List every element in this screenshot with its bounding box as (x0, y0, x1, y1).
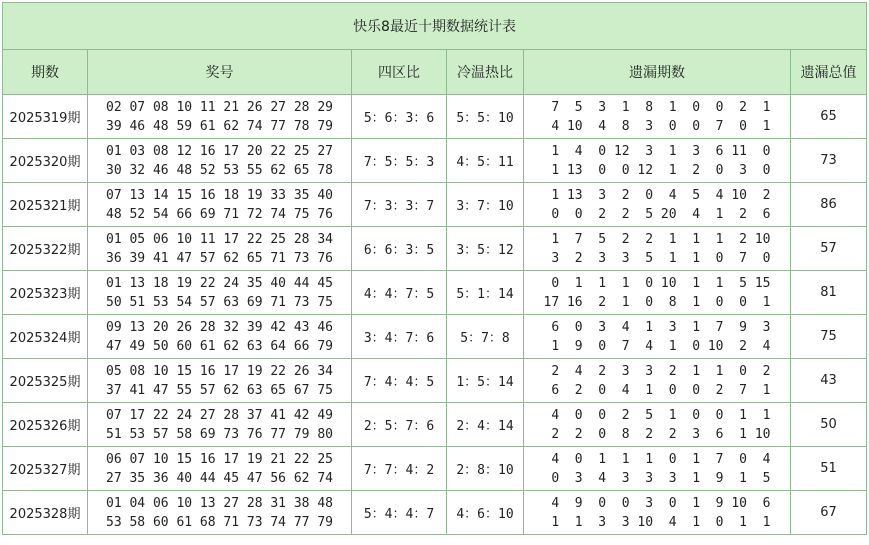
omission-line-2: 6 2 0 4 1 0 0 2 7 1 (543, 382, 771, 398)
temp-ratio-cell: 2：4：14 (447, 403, 524, 447)
issue-cell: 2025328期 (3, 491, 88, 535)
numbers-line-1: 02 07 08 10 11 21 26 27 28 29 (106, 99, 333, 115)
numbers-line-2: 53 58 60 61 68 71 73 74 77 79 (106, 514, 333, 530)
omission-line-1: 0 1 1 1 0 10 1 1 5 15 (543, 275, 771, 291)
zone-ratio-cell: 3：4：7：6 (352, 315, 447, 359)
omission-cell (524, 271, 791, 315)
omission-line-1: 4 9 0 0 3 0 1 9 10 6 (543, 495, 771, 511)
table-row (3, 139, 867, 183)
header-temp-ratio: 冷温热比 (447, 50, 524, 95)
temp-ratio-cell: 2：8：10 (447, 447, 524, 491)
issue-cell: 2025325期 (3, 359, 88, 403)
issue-cell: 2025320期 (3, 139, 88, 183)
numbers-cell (88, 403, 352, 447)
issue-cell: 2025323期 (3, 271, 88, 315)
omission-line-1: 2 4 2 3 3 2 1 1 0 2 (543, 363, 771, 379)
zone-ratio-cell: 7：7：4：2 (352, 447, 447, 491)
omission-line-2: 17 16 2 1 0 8 1 0 0 1 (543, 294, 771, 310)
omission-total-cell: 51 (791, 447, 867, 491)
temp-ratio-cell: 4：5：11 (447, 139, 524, 183)
omission-total-cell: 73 (791, 139, 867, 183)
numbers-line-2: 30 32 46 48 52 53 55 62 65 78 (106, 162, 333, 178)
omission-line-1: 6 0 3 4 1 3 1 7 9 3 (543, 319, 771, 335)
zone-ratio-cell: 6：6：3：5 (352, 227, 447, 271)
zone-ratio-cell: 2：5：7：6 (352, 403, 447, 447)
temp-ratio-cell: 5：5：10 (447, 95, 524, 139)
zone-ratio-cell: 7：5：5：3 (352, 139, 447, 183)
omission-line-1: 1 4 0 12 3 1 3 6 11 0 (543, 143, 771, 159)
table-row (3, 315, 867, 359)
omission-line-2: 0 0 2 2 5 20 4 1 2 6 (543, 206, 771, 222)
numbers-line-2: 48 52 54 66 69 71 72 74 75 76 (106, 206, 333, 222)
table-row (3, 403, 867, 447)
numbers-cell (88, 447, 352, 491)
numbers-line-1: 07 17 22 24 27 28 37 41 42 49 (106, 407, 333, 423)
numbers-line-2: 51 53 57 58 69 73 76 77 79 80 (106, 426, 333, 442)
zone-ratio-cell: 5：4：4：7 (352, 491, 447, 535)
table-row (3, 95, 867, 139)
numbers-cell (88, 183, 352, 227)
numbers-line-1: 06 07 10 15 16 17 19 21 22 25 (106, 451, 333, 467)
zone-ratio-cell: 7：3：3：7 (352, 183, 447, 227)
omission-cell (524, 315, 791, 359)
numbers-cell (88, 271, 352, 315)
header-omission-total: 遗漏总值 (791, 50, 867, 95)
temp-ratio-cell: 4：6：10 (447, 491, 524, 535)
issue-cell: 2025327期 (3, 447, 88, 491)
zone-ratio-cell: 4：4：7：5 (352, 271, 447, 315)
omission-total-cell: 81 (791, 271, 867, 315)
omission-line-1: 7 5 3 1 8 1 0 0 2 1 (543, 99, 771, 115)
numbers-line-1: 07 13 14 15 16 18 19 33 35 40 (106, 187, 333, 203)
zone-ratio-cell: 7：4：4：5 (352, 359, 447, 403)
numbers-cell (88, 139, 352, 183)
header-numbers: 奖号 (88, 50, 352, 95)
omission-cell (524, 139, 791, 183)
omission-line-2: 0 3 4 3 3 3 1 9 1 5 (543, 470, 771, 486)
issue-cell: 2025321期 (3, 183, 88, 227)
lottery-stats-table (2, 2, 867, 535)
issue-cell: 2025324期 (3, 315, 88, 359)
omission-line-2: 1 13 0 0 12 1 2 0 3 0 (543, 162, 771, 178)
omission-total-cell: 50 (791, 403, 867, 447)
zone-ratio-cell: 5：6：3：6 (352, 95, 447, 139)
numbers-line-1: 09 13 20 26 28 32 39 42 43 46 (106, 319, 333, 335)
numbers-cell (88, 227, 352, 271)
numbers-cell (88, 359, 352, 403)
table-row (3, 447, 867, 491)
temp-ratio-cell: 3：5：12 (447, 227, 524, 271)
numbers-line-2: 50 51 53 54 57 63 69 71 73 75 (106, 294, 333, 310)
omission-line-2: 4 10 4 8 3 0 0 7 0 1 (543, 118, 771, 134)
omission-cell (524, 95, 791, 139)
table-row (3, 271, 867, 315)
omission-cell (524, 491, 791, 535)
numbers-line-1: 01 03 08 12 16 17 20 22 25 27 (106, 143, 333, 159)
omission-total-cell: 43 (791, 359, 867, 403)
numbers-cell (88, 95, 352, 139)
numbers-cell (88, 315, 352, 359)
omission-total-cell: 67 (791, 491, 867, 535)
issue-cell: 2025326期 (3, 403, 88, 447)
omission-total-cell: 65 (791, 95, 867, 139)
table-row (3, 359, 867, 403)
issue-cell: 2025322期 (3, 227, 88, 271)
header-zone-ratio: 四区比 (352, 50, 447, 95)
omission-line-1: 4 0 1 1 1 0 1 7 0 4 (543, 451, 771, 467)
omission-line-2: 2 2 0 8 2 2 3 6 1 10 (543, 426, 771, 442)
numbers-cell (88, 491, 352, 535)
lottery-stats-table-wrapper (2, 2, 866, 542)
omission-line-2: 3 2 3 3 5 1 1 0 7 0 (543, 250, 771, 266)
omission-line-2: 1 1 3 3 10 4 1 0 1 1 (543, 514, 771, 530)
table-row (3, 227, 867, 271)
numbers-line-2: 47 49 50 60 61 62 63 64 66 79 (106, 338, 333, 354)
omission-line-2: 1 9 0 7 4 1 0 10 2 4 (543, 338, 771, 354)
numbers-line-1: 05 08 10 15 16 17 19 22 26 34 (106, 363, 333, 379)
omission-line-1: 4 0 0 2 5 1 0 0 1 1 (543, 407, 771, 423)
table-row (3, 491, 867, 535)
omission-cell (524, 183, 791, 227)
numbers-line-2: 37 41 47 55 57 62 63 65 67 75 (106, 382, 333, 398)
temp-ratio-cell: 5：1：14 (447, 271, 524, 315)
omission-cell (524, 359, 791, 403)
numbers-line-1: 01 05 06 10 11 17 22 25 28 34 (106, 231, 333, 247)
table-title: 快乐8最近十期数据统计表 (3, 3, 867, 50)
omission-cell (524, 403, 791, 447)
numbers-line-2: 27 35 36 40 44 45 47 56 62 74 (106, 470, 333, 486)
omission-line-1: 1 7 5 2 2 1 1 1 2 10 (543, 231, 771, 247)
omission-cell (524, 447, 791, 491)
numbers-line-1: 01 13 18 19 22 24 35 40 44 45 (106, 275, 333, 291)
header-issue: 期数 (3, 50, 88, 95)
numbers-line-1: 01 04 06 10 13 27 28 31 38 48 (106, 495, 333, 511)
table-row (3, 183, 867, 227)
omission-total-cell: 86 (791, 183, 867, 227)
temp-ratio-cell: 3：7：10 (447, 183, 524, 227)
omission-line-1: 1 13 3 2 0 4 5 4 10 2 (543, 187, 771, 203)
temp-ratio-cell: 5：7：8 (447, 315, 524, 359)
temp-ratio-cell: 1：5：14 (447, 359, 524, 403)
numbers-line-2: 36 39 41 47 57 62 65 71 73 76 (106, 250, 333, 266)
omission-total-cell: 75 (791, 315, 867, 359)
issue-cell: 2025319期 (3, 95, 88, 139)
omission-total-cell: 57 (791, 227, 867, 271)
omission-cell (524, 227, 791, 271)
numbers-line-2: 39 46 48 59 61 62 74 77 78 79 (106, 118, 333, 134)
header-omission: 遗漏期数 (524, 50, 791, 95)
